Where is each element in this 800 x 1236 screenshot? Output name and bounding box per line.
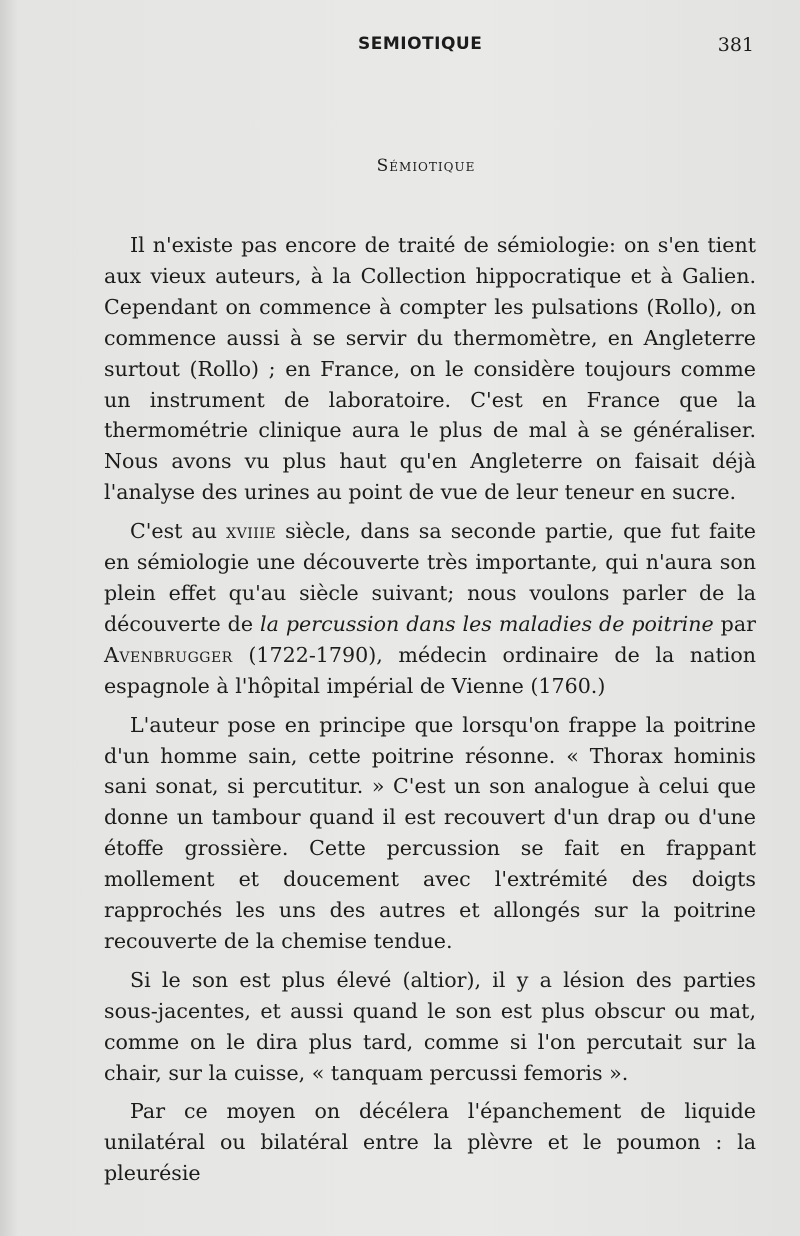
paragraph-2-part-1: C'est au	[130, 519, 227, 544]
page-number: 381	[717, 34, 754, 56]
author-name: Avenbrugger	[104, 642, 233, 667]
body-text	[104, 230, 756, 1189]
paragraph-2-part-2: siècle, dans sa seconde partie, que fut faite en sémiologie une découverte très importante, qui n'aura son plein effet qu'au siècle suivant; nous voulons parler de la découverte de	[104, 519, 756, 636]
paragraph-2	[104, 516, 756, 701]
paragraph-2-part-3: par	[713, 611, 756, 636]
paragraph-5: Par ce moyen on décélera l'épanchement de liquide unilatéral ou bilatéral entre la plèvre et le poumon : la pleurésie	[104, 1099, 756, 1186]
running-title: SEMIOTIQUE	[358, 34, 483, 54]
century-numeral: xviiie	[226, 519, 277, 544]
paragraph-3: L'auteur pose en principe que lorsqu'on frappe la poitrine d'un homme sain, cette poitrine résonne. « Thorax hominis sani sonat, si percutitur. » C'est un son analogue à celui que donne un tambour quand il est recouvert d'un drap ou d'une étoffe grossière. Cette percussion se fait en frappant mollement et doucement avec l'extrémité des doigts rapprochés les uns des autres et allongés sur la poitrine recouverte de la chemise tendue.	[104, 712, 756, 953]
book-title-italic: la percussion dans les maladies de poitrine	[260, 611, 714, 636]
paragraph-1: Il n'existe pas encore de traité de sémiologie: on s'en tient aux vieux auteurs, à la Collection hippocratique et à Galien. Cependant on commence à compter les pulsations (Rollo), on commence aussi à se servir du thermomètre, en Angleterre surtout (Rollo) ; en France, on le considère toujours comme un instrument de laboratoire. C'est en France que la thermométrie clinique aura le plus de mal à se généraliser. Nous avons vu plus haut qu'en Angleterre on faisait déjà l'analyse des urines au point de vue de leur teneur en sucre.	[104, 233, 756, 505]
section-heading: Sémiotique	[376, 156, 476, 176]
paragraph-2-part-4: (1722-1790), médecin ordinaire de la nation espagnole à l'hôpital impérial de Vienne (1760.)	[104, 642, 756, 698]
paragraph-4: Si le son est plus élevé (altior), il y a lésion des parties sous-jacentes, et aussi quand le son est plus obscur ou mat, comme on le dira plus tard, comme si l'on percutait sur la chair, sur la cuisse, « tanquam percussi femoris ».	[104, 967, 756, 1085]
running-head	[0, 34, 800, 60]
